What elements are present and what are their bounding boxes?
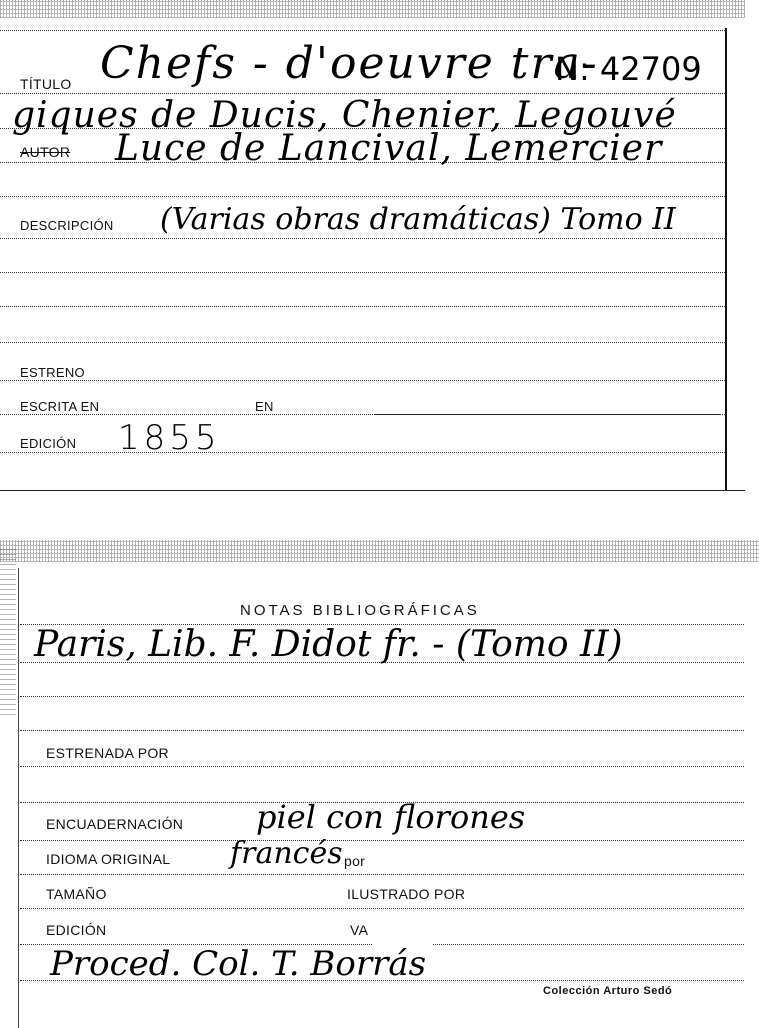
edition-label: EDICIÓN bbox=[20, 436, 77, 451]
original-language-label: IDIOMA ORIGINAL bbox=[46, 851, 171, 867]
edition-year-handwritten: 1855 bbox=[118, 418, 221, 458]
size-label: TAMAÑO bbox=[46, 886, 107, 902]
collection-credit: Colección Arturo Sedó bbox=[543, 985, 673, 997]
ruled-line bbox=[0, 452, 725, 453]
notes-handwritten: Paris, Lib. F. Didot fr. - (Tomo II) bbox=[34, 624, 623, 665]
ruled-line bbox=[0, 306, 725, 307]
ruled-line bbox=[20, 840, 744, 841]
card-right-border bbox=[725, 28, 727, 490]
ruled-line bbox=[20, 908, 744, 909]
in-label: EN bbox=[255, 399, 274, 414]
original-language-handwritten: francés bbox=[230, 836, 343, 871]
illustrated-by-label: ILUSTRADO POR bbox=[347, 886, 466, 902]
ruled-line bbox=[0, 196, 725, 197]
description-label: DESCRIPCIÓN bbox=[20, 218, 114, 233]
ruled-line bbox=[20, 766, 744, 767]
author-handwritten: Luce de Lancival, Lemercier bbox=[115, 128, 663, 169]
binding-label: ENCUADERNACIÓN bbox=[46, 816, 184, 832]
written-in-label: ESCRITA EN bbox=[20, 399, 100, 414]
premiered-by-label: ESTRENADA POR bbox=[46, 745, 169, 761]
ruled-line bbox=[0, 342, 725, 343]
value-label: VA bbox=[350, 922, 369, 938]
catalog-card-back bbox=[0, 540, 759, 1028]
ruled-line bbox=[375, 414, 720, 415]
ruled-line bbox=[0, 380, 725, 381]
description-handwritten: (Varias obras dramáticas) Tomo II bbox=[160, 202, 676, 237]
bibliographic-notes-heading: NOTAS BIBLIOGRÁFICAS bbox=[240, 602, 480, 619]
ruled-line bbox=[0, 30, 725, 31]
ruled-line bbox=[20, 696, 744, 697]
ruled-line bbox=[20, 874, 744, 875]
title-label: TÍTULO bbox=[20, 76, 72, 92]
edition-label: EDICIÓN bbox=[46, 922, 107, 938]
ruled-line bbox=[0, 272, 725, 273]
author-label: AUTOR bbox=[20, 144, 71, 160]
card-bottom-border bbox=[0, 490, 745, 491]
scan-edge-noise bbox=[0, 0, 745, 18]
by-label: por bbox=[344, 853, 366, 869]
ruled-line bbox=[0, 93, 725, 94]
reference-number: N: 42709 bbox=[555, 50, 702, 88]
premiere-label: ESTRENO bbox=[20, 365, 85, 380]
title-handwritten-line1: Chefs - d'oeuvre tra- bbox=[100, 38, 599, 89]
card-left-border bbox=[18, 568, 19, 1028]
provenance-handwritten: Proced. Col. T. Borrás bbox=[50, 944, 427, 984]
catalog-card-front bbox=[0, 0, 745, 492]
ruled-line bbox=[0, 238, 725, 239]
ruled-line bbox=[20, 730, 744, 731]
binding-handwritten: piel con florones bbox=[256, 798, 526, 836]
scan-edge-noise bbox=[0, 540, 759, 562]
title-handwritten-line2: giques de Ducis, Chenier, Legouvé bbox=[12, 95, 677, 136]
